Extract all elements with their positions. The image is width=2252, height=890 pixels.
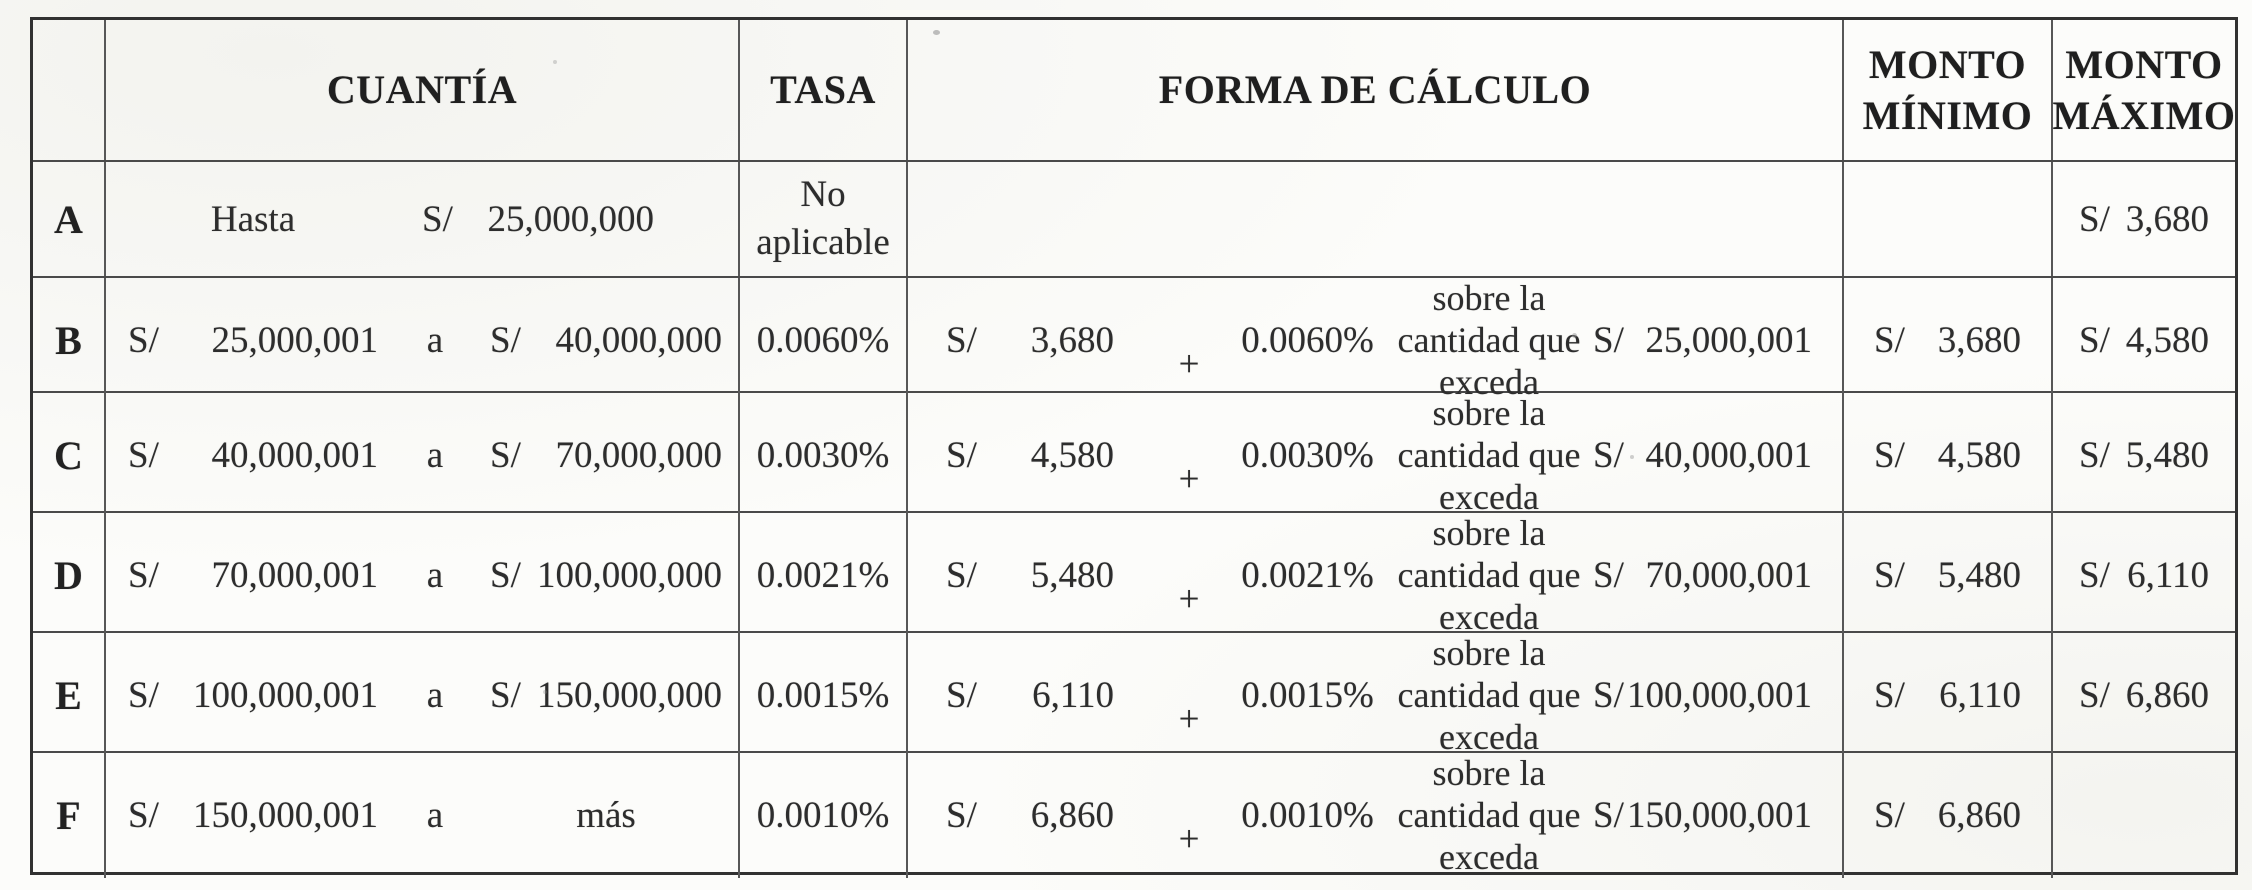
currency-symbol: S/ [1874, 555, 1905, 597]
exceda-text: sobre la cantidad que exceda [1397, 278, 1581, 402]
currency-symbol: S/ [1874, 675, 1905, 717]
tasa-cell [740, 753, 908, 878]
amount: 3,680 [2125, 198, 2209, 240]
rate-value: 0.0030% [1241, 435, 1374, 477]
row-letter: D [54, 553, 83, 599]
monto-value [2079, 674, 2209, 717]
amount: 5,480 [1937, 555, 2021, 597]
table-row-d [33, 513, 2235, 637]
amount: 150,000,000 [537, 675, 722, 717]
amount: Hasta [210, 198, 296, 240]
range-from [128, 319, 378, 362]
column-header-text: CUANTÍA [326, 67, 518, 113]
currency-symbol: S/ [2079, 555, 2110, 597]
currency-symbol: S/ [1874, 795, 1905, 837]
table-row-f [33, 753, 2235, 877]
monto-minimo-cell [1844, 162, 2053, 276]
tasa-cell [740, 513, 908, 638]
fee-schedule-table [30, 17, 2238, 875]
cuantia-cell [106, 278, 740, 403]
monto-value [2079, 434, 2209, 477]
currency-symbol: S/ [490, 320, 521, 362]
currency-symbol: S/ [1593, 435, 1624, 477]
amount: 40,000,001 [211, 435, 378, 477]
monto-value [1874, 434, 2021, 477]
monto-value [1874, 794, 2021, 837]
threshold-amount [1593, 319, 1812, 362]
monto-value [1874, 554, 2021, 597]
amount: 6,860 [1937, 795, 2021, 837]
amount: 6,860 [1030, 795, 1114, 837]
threshold-amount [1593, 794, 1812, 837]
monto-minimo-cell [1844, 753, 2053, 878]
currency-symbol: S/ [946, 555, 977, 597]
row-letter: F [56, 793, 81, 839]
scan-speck [933, 30, 940, 35]
monto-minimo-cell [1844, 633, 2053, 758]
currency-symbol: S/ [1874, 435, 1905, 477]
currency-symbol: S/ [128, 675, 159, 717]
monto-value [2079, 554, 2209, 597]
base-amount [946, 794, 1114, 837]
threshold-amount [1593, 434, 1812, 477]
column-header-text: MONTO MÁXIMO [2052, 41, 2236, 138]
monto-minimo-cell [1844, 278, 2053, 403]
table-row-a [33, 162, 2235, 278]
monto-value [2079, 198, 2209, 241]
plus-sign: + [1178, 819, 1200, 861]
currency-symbol: S/ [490, 435, 521, 477]
amount: 100,000,001 [193, 675, 378, 717]
currency-symbol: S/ [490, 675, 521, 717]
currency-symbol: S/ [2079, 435, 2110, 477]
currency-symbol: S/ [128, 555, 159, 597]
currency-symbol: S/ [2079, 320, 2110, 362]
currency-symbol: S/ [946, 795, 977, 837]
rate-value: 0.0010% [1241, 795, 1374, 837]
currency-symbol: S/ [1593, 795, 1624, 837]
forma-cell [908, 278, 1844, 403]
rate-text: 0.0030% [756, 434, 890, 476]
currency-symbol: S/ [2079, 198, 2110, 240]
scan-speck [1630, 455, 1634, 459]
row-label [33, 633, 106, 758]
rate-text: No aplicable [756, 173, 890, 263]
row-label [33, 753, 106, 878]
range-from [128, 794, 378, 837]
amount: 100,000,001 [1627, 675, 1812, 717]
currency-symbol: S/ [1593, 320, 1624, 362]
amount: 6,860 [2125, 675, 2209, 717]
tasa-cell [740, 393, 908, 518]
threshold-amount [1593, 674, 1812, 717]
amount: 3,680 [1030, 320, 1114, 362]
threshold-amount [1593, 554, 1812, 597]
rate-value: 0.0060% [1241, 320, 1374, 362]
range-connector: a [426, 555, 444, 597]
range-connector: a [426, 320, 444, 362]
forma-cell [908, 753, 1844, 878]
plus-sign: + [1178, 344, 1200, 386]
currency-symbol: S/ [128, 795, 159, 837]
range-to [422, 198, 654, 241]
range-connector: a [426, 675, 444, 717]
range-to [490, 554, 722, 597]
range-from [128, 554, 378, 597]
column-header-text: TASA [770, 67, 876, 113]
header-row [33, 20, 2235, 162]
currency-symbol: S/ [2079, 675, 2110, 717]
base-amount [946, 319, 1114, 362]
currency-symbol: S/ [946, 435, 977, 477]
amount: 4,580 [1030, 435, 1114, 477]
range-connector: a [426, 795, 444, 837]
range-from [128, 198, 378, 241]
base-amount [946, 434, 1114, 477]
forma-cell [908, 633, 1844, 758]
amount: 150,000,001 [193, 795, 378, 837]
monto-minimo-cell [1844, 513, 2053, 638]
cuantia-cell [106, 633, 740, 758]
currency-symbol: S/ [490, 555, 521, 597]
monto-maximo-cell [2053, 633, 2235, 758]
rate-value: 0.0021% [1241, 555, 1374, 597]
amount: 40,000,000 [555, 320, 722, 362]
amount: 25,000,001 [1645, 320, 1812, 362]
tasa-cell [740, 278, 908, 403]
rate-text: 0.0015% [756, 674, 890, 716]
plus-sign: + [1178, 579, 1200, 621]
monto-maximo-cell [2053, 753, 2235, 878]
cuantia-cell [106, 393, 740, 518]
header-cell-monto-maximo [2053, 20, 2235, 160]
exceda-text: sobre la cantidad que exceda [1397, 633, 1581, 757]
tasa-cell [740, 162, 908, 276]
rate-value: 0.0015% [1241, 675, 1374, 717]
row-label [33, 393, 106, 518]
amount: 6,110 [2127, 555, 2209, 597]
amount: 5,480 [2125, 435, 2209, 477]
range-to [490, 794, 722, 837]
plus-sign: + [1178, 699, 1200, 741]
rate-text: 0.0010% [756, 794, 890, 836]
row-letter: C [54, 433, 83, 479]
amount: 6,110 [1032, 675, 1114, 717]
currency-symbol: S/ [1593, 555, 1624, 597]
range-from [128, 434, 378, 477]
cuantia-cell [106, 162, 740, 276]
amount: 4,580 [2125, 320, 2209, 362]
header-cell-tasa [740, 20, 908, 160]
rate-text: 0.0021% [756, 554, 890, 596]
cuantia-cell [106, 753, 740, 878]
forma-cell [908, 513, 1844, 638]
range-connector: a [426, 435, 444, 477]
row-label [33, 513, 106, 638]
amount: 25,000,001 [211, 320, 378, 362]
rate-text: 0.0060% [756, 319, 890, 361]
amount: 3,680 [1937, 320, 2021, 362]
amount: 70,000,000 [555, 435, 722, 477]
monto-value [2079, 319, 2209, 362]
exceda-text: sobre la cantidad que exceda [1397, 513, 1581, 637]
base-amount [946, 554, 1114, 597]
amount: 6,110 [1939, 675, 2021, 717]
row-letter: E [55, 673, 82, 719]
tasa-cell [740, 633, 908, 758]
amount: 40,000,001 [1645, 435, 1812, 477]
range-from [128, 674, 378, 717]
currency-symbol: S/ [1593, 675, 1624, 717]
monto-value [1874, 674, 2021, 717]
forma-cell [908, 162, 1844, 276]
row-label [33, 278, 106, 403]
header-cell-forma [908, 20, 1844, 160]
monto-maximo-cell [2053, 393, 2235, 518]
row-label [33, 162, 106, 276]
currency-symbol: S/ [1874, 320, 1905, 362]
table-row-b [33, 278, 2235, 402]
amount: 25,000,000 [487, 198, 654, 240]
scan-speck [1572, 333, 1577, 338]
table-row-e [33, 633, 2235, 757]
currency-symbol: S/ [946, 675, 977, 717]
exceda-text: sobre la cantidad que exceda [1397, 753, 1581, 877]
monto-minimo-cell [1844, 393, 2053, 518]
row-letter: A [54, 196, 83, 242]
range-to [490, 434, 722, 477]
currency-symbol: S/ [128, 435, 159, 477]
scan-speck [553, 60, 557, 64]
plus-sign: + [1178, 459, 1200, 501]
exceda-text: sobre la cantidad que exceda [1397, 393, 1581, 517]
amount: 150,000,001 [1627, 795, 1812, 837]
currency-symbol: S/ [128, 320, 159, 362]
currency-symbol: S/ [946, 320, 977, 362]
row-letter: B [55, 318, 82, 364]
amount: 100,000,000 [537, 555, 722, 597]
scan-speck [543, 690, 547, 694]
header-cell-row-label [33, 20, 106, 160]
amount: 5,480 [1030, 555, 1114, 597]
range-to [490, 319, 722, 362]
header-cell-cuantia [106, 20, 740, 160]
column-header-text: MONTO MÍNIMO [1862, 41, 2033, 138]
monto-maximo-cell [2053, 162, 2235, 276]
amount: 70,000,001 [1645, 555, 1812, 597]
amount: 4,580 [1937, 435, 2021, 477]
header-cell-monto-minimo [1844, 20, 2053, 160]
base-amount [946, 674, 1114, 717]
monto-maximo-cell [2053, 513, 2235, 638]
forma-cell [908, 393, 1844, 518]
amount: más [576, 795, 636, 837]
amount: 70,000,001 [211, 555, 378, 597]
cuantia-cell [106, 513, 740, 638]
range-to [490, 674, 722, 717]
currency-symbol: S/ [422, 198, 453, 240]
monto-value [1874, 319, 2021, 362]
column-header-text: FORMA DE CÁLCULO [1158, 67, 1592, 113]
monto-maximo-cell [2053, 278, 2235, 403]
table-row-c [33, 393, 2235, 517]
